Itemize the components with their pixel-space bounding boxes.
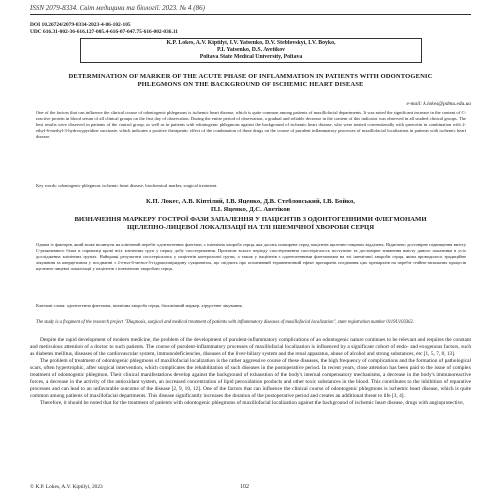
abstract-en: One of the factors that can influence the clinical course of odontogenic phlegmons is ischemic heart disease, which is quite common among patients of maxillofacial departments. It was noted the significant increase in the content of C-reactive protein in blood serum of all clinical groups on the first day of observation. During the entire period of observation, a gradual and reliable decrease in the content of this indicator was observed in all studied clinical groups. The best results were observed in patients of the control group, as well as in patients with odontogenic phlegmons against the background of ischemic heart disease, who were treated conventionally with quercetin in combination with 2-ethyl-6-methyl-3-hydroxypyridine succinate, which indicates a positive therapeutic effect of the combination of these drugs on the course of purulent inflammatory processes of maxillofacial localization in patients with ischemic heart disease. [36, 110, 466, 140]
body-paragraph: The problem of treatment of odontogenic phlegmons of maxillofacial localization is the rather aggressive course of these diseases, the high frequency of complications and the formation of pathological scars, often hypertrophic, after surgical intervention, which complicates the rehabilitation of such diseases in the postoperative period. In recent years, close attention has been paid to the issue of complex treatment of odontogenic phlegmon. Their clinical manifestations develop against the background of exhaustion of the body's internal compensatory mechanisms, a decrease in the body's immunoreactive forces, a decrease in the activity of the antioxidant system, an increased concentration of lipid peroxidation products and other toxic substances in the blood. This contributes to the inhibition of reparative processes and can lead to an unfavorable outcome of the disease [2, 9, 10, 12]. One of the factors that can influence the clinical course of odontogenic phlegmons is ischemic heart disease, which is quite common among patients of maxillofacial departments. This disease significantly increases the duration of the postoperative period and creates an additional threat to life [3, 4]. [30, 358, 471, 400]
page-footer [30, 484, 471, 494]
affiliation: Poltava State Medical University, Poltava [199, 54, 303, 60]
page-number: 102 [240, 484, 249, 490]
article-title-ua: ВИЗНАЧЕННЯ МАРКЕРУ ГОСТРОЇ ФАЗИ ЗАПАЛЕННЯ У ПАЦІЄНТІВ З ОДОНТОГЕННИМИ ФЛЕГМОНАМИ ЩЕЛЕПНО-ЛИЦЕВОЇ ЛОКАЛІЗАЦІЇ НА ТЛІ ІШЕМІЧНОЇ ХВОРОБИ СЕРЦЯ [74, 216, 427, 231]
study-note: The study is a fragment of the research project "Diagnosis, surgical and medical treatment of patients with inflammatory diseases of maxillofacial localization", state registration number 0119U103362. [36, 320, 415, 325]
footer-copyright: © K.P. Lokes, A.V. Kiptilyi, 2023 [30, 484, 103, 490]
keywords-en: Key words: odontogenic phlegmon, ischemic heart disease, biochemical marker, surgical treatment. [36, 183, 218, 188]
body-paragraph: Therefore, it should be noted that for the treatment of patients with odontogenic phlegmons of maxillofacial localization against the background of ischemic heart disease, drugs with angioprotective, [40, 400, 464, 407]
authors-box-en [80, 38, 422, 63]
abstract-ua: Одним із факторів, який може вплинути на клінічний перебіг одонтогенних флегмон, є ішемічна хвороба серця, яка досить поширена серед пацієнтів щелепно-лицевих відділень. Відмічено достовірне підвищення вмісту С-реактивного білка в сироватці крові всіх клінічних груп у першу добу спостереження. Протягом всього періоду спостереження спостерігалось поступове та достовірне зниження вмісту даного показника в усіх досліджених клінічних групах. Найкращі результати спостерігались у пацієнтів контрольної групи, а також у пацієнтів з одонтогенними флегмонами на тлі ішемічної хвороби серця, яким проводилось традиційне лікування за кверцетином у поєднанні з 2-етил-6-метил-3-гідроксипіридину сукцинатом, що свідчить про позитивний терапевтичний ефект препаратів поєднання цих препаратів на перебіг гнійно-запальних процесів щелепно-лицевої локалізації у пацієнтів з ішемічною хворобою серця. [36, 242, 466, 271]
corresponding-email[interactable]: e-mail: k.lokes@pdmu.edu.ua [406, 101, 471, 107]
authors-ua-block [30, 198, 471, 214]
journal-header: ISSN 2079-8334. Світ медицини та біології. 2023. № 4 (86) [30, 4, 471, 15]
doi-line[interactable]: DOI 10.26724/2079-8334-2023-4-86-102-105 [30, 22, 131, 28]
authors-ua: К.П. Локес, А.В. Кіптілий, І.В. Яценко, Д.В. Стебловський, І.В. Бойко, [146, 198, 355, 205]
article-title-en: DETERMINATION OF MARKER OF THE ACUTE PHASE OF INFLAMMATION IN PATIENTS WITH ODONTOGENIC PHLEGMONS ON THE BACKGROUND OF ISCHEMIC HEART DISEASE [68, 73, 433, 88]
body-text [30, 337, 471, 407]
article-identifiers [30, 22, 471, 36]
authors-ua-continued: П.І. Яценко, Д.С. Аветіков [210, 206, 291, 213]
authors-en-continued: P.I. Yatsenko, D.S. Avetikov [216, 47, 286, 53]
udc-line: UDC 616.31-002-36-616.127-005.4-616-07-047.75-616-002-036.11 [30, 29, 178, 36]
body-paragraph: Despite the rapid development of modern medicine, the problem of the development of purulent-inflammatory complications of an odontogenic nature continues to be relevant and requires the constant and meticulous attention of a doctor to such patients. The course of purulent-inflammatory processes of maxillofacial localization is influenced by a significant cohort of endo- and exogenous factors, such as diabetes mellitus, diseases of the cardiovascular system, immunodeficiencies, diseases of the liver-biliary system and the renal apparatus, abuse of alcohol and strong substances, etc [1, 5, 7, 8, 13]. [30, 337, 471, 358]
keywords-ua: Ключові слова: одонтогенна флегмона, ішемічна хвороба серця, біохімічний маркер, хірургічне лікування. [36, 303, 243, 308]
authors-en: K.P. Lokes, A.V. Kiptilyi, I.V. Yatsenko, D.V. Steblovskyi, I.V. Boyko, [166, 40, 336, 46]
